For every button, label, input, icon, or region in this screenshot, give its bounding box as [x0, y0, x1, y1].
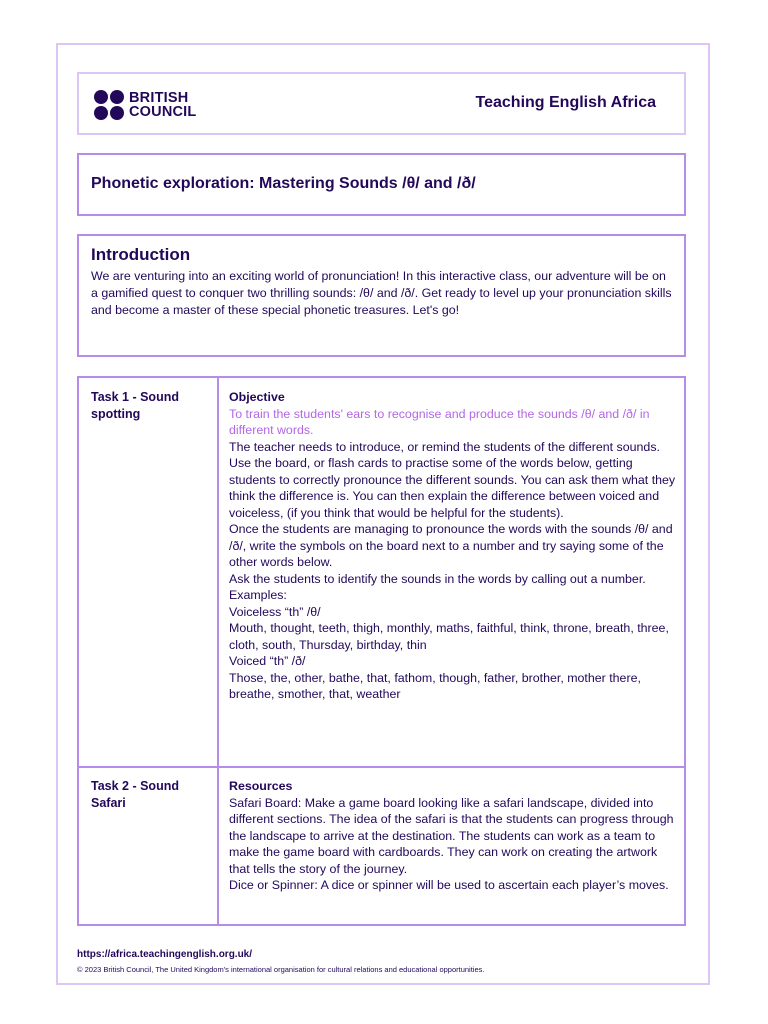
footer-url-link[interactable]: https://africa.teachingenglish.org.uk/ — [77, 949, 253, 960]
task-1-objective: To train the students' ears to recognise and produce the sounds /θ/ and /ð/ in different words. — [229, 406, 650, 437]
task-1-label: Task 1 - Sound spotting — [91, 390, 179, 421]
task-2-heading: Resources — [229, 779, 293, 793]
task-2-body — [229, 778, 677, 894]
column-divider — [217, 378, 219, 924]
task-2-line: Safari Board: Make a game board looking like a safari landscape, divided into different sections. The idea of the safari is that the students can progress through the landscape to arrive at the destination. The students can work as a team to make the game board with cardboards. They can work on creating the artwork that tells the story of the journey. — [229, 795, 674, 876]
introduction-text: We are venturing into an exciting world of pronunciation! In this interactive class, our adventure will be on a gamified quest to conquer two thrilling sounds: /θ/ and /ð/. Get ready to level up your pronunciation skills and become a master of these special phonetic treasures. Let's go! — [91, 269, 672, 317]
brand-title: Teaching English Africa — [475, 94, 656, 111]
task-1-line: Ask the students to identify the sounds in the words by calling out a number. — [229, 571, 646, 586]
task-2-label: Task 2 - Sound Safari — [91, 779, 179, 810]
footer-copyright: © 2023 British Council, The United Kingdom's international organisation for cultural relations and educational opportunities. — [77, 965, 485, 974]
logo-dots-icon — [94, 90, 125, 120]
task-1-line: Mouth, thought, teeth, thigh, monthly, maths, faithful, think, throne, breath, three, cloth, south, Thursday, birthday, thin — [229, 621, 669, 652]
task-1-line: Those, the, other, bathe, that, fathom, though, father, brother, mother there, breathe, smother, that, weather — [229, 670, 641, 701]
task-2-line: Dice or Spinner: A dice or spinner will be used to ascertain each player’s moves. — [229, 878, 669, 892]
task-1-line: The teacher needs to introduce, or remind the students of the different sounds. — [229, 439, 660, 454]
header — [77, 72, 686, 135]
logo-line-1: BRITISH — [129, 90, 189, 106]
introduction-heading: Introduction — [91, 245, 191, 264]
task-1-line: Examples: — [229, 588, 287, 602]
logo-line-2: COUNCIL — [129, 104, 197, 120]
task-1-line: Once the students are managing to pronounce the words with the sounds /θ/ and /ð/, write the symbols on the board next to a number and try saying some of the other words below. — [229, 522, 673, 569]
tasks-table — [77, 376, 686, 926]
page-title: Phonetic exploration: Mastering Sounds /θ/ and /ð/ — [91, 175, 476, 192]
introduction-section — [77, 234, 686, 357]
logo-text — [129, 91, 196, 119]
task-1-line: Voiceless “th” /θ/ — [229, 604, 321, 619]
task-1-body — [229, 389, 677, 703]
title-box — [77, 153, 686, 216]
row-divider — [79, 766, 684, 768]
task-1-line: Use the board, or flash cards to practise some of the words below, getting students to correctly pronounce the different sounds. You can ask them what they think the difference is. You can then explain the difference between voiced and voiceless, (if you think that would be helpful for the students). — [229, 456, 676, 520]
task-1-heading: Objective — [229, 390, 285, 404]
british-council-logo — [94, 90, 196, 120]
task-1-line: Voiced “th” /ð/ — [229, 654, 306, 668]
